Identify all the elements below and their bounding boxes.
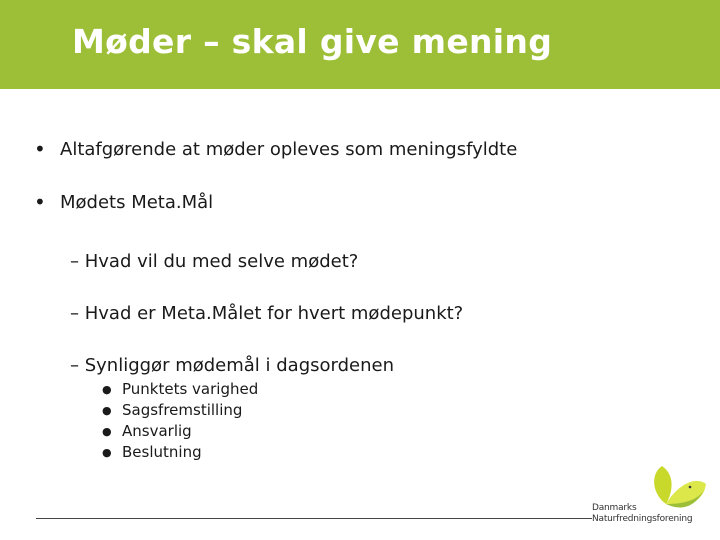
- sub-bullet-item: – Synliggør mødemål i dagsordenen: [70, 355, 394, 376]
- bullet-dot-icon: ●: [102, 383, 112, 396]
- bullet-dot-icon: •: [34, 137, 46, 161]
- logo-text-line2: Naturfredningsforening: [592, 514, 693, 524]
- sub-bullet-item: – Hvad vil du med selve mødet?: [70, 251, 359, 272]
- sub-sub-bullet-text: Sagsfremstilling: [122, 401, 243, 419]
- sub-sub-bullet-text: Punktets varighed: [122, 380, 259, 398]
- sub-sub-bullet-text: Beslutning: [122, 443, 202, 461]
- sub-sub-bullet-text: Ansvarlig: [122, 422, 192, 440]
- slide-title: Møder – skal give mening: [72, 22, 553, 61]
- sub-bullet-item: – Hvad er Meta.Målet for hvert mødepunkt?: [70, 303, 464, 324]
- bullet-dot-icon: ●: [102, 404, 112, 417]
- sub-sub-bullet-item: [102, 401, 242, 419]
- bullet-dot-icon: ●: [102, 425, 112, 438]
- title-bar: [0, 0, 720, 89]
- logo-text-line1: Danmarks: [592, 503, 637, 513]
- bullet-text: Altafgørende at møder opleves som meningsfyldte: [60, 139, 518, 160]
- sub-sub-bullet-item: [102, 422, 192, 440]
- sub-sub-bullet-item: [102, 443, 202, 461]
- bullet-item: [34, 190, 214, 214]
- bullet-text: Mødets Meta.Mål: [60, 192, 214, 213]
- bullet-dot-icon: ●: [102, 446, 112, 459]
- footer-divider: [36, 518, 592, 519]
- sub-sub-bullet-item: [102, 380, 258, 398]
- bullet-item: [34, 137, 518, 161]
- bullet-dot-icon: •: [34, 190, 46, 214]
